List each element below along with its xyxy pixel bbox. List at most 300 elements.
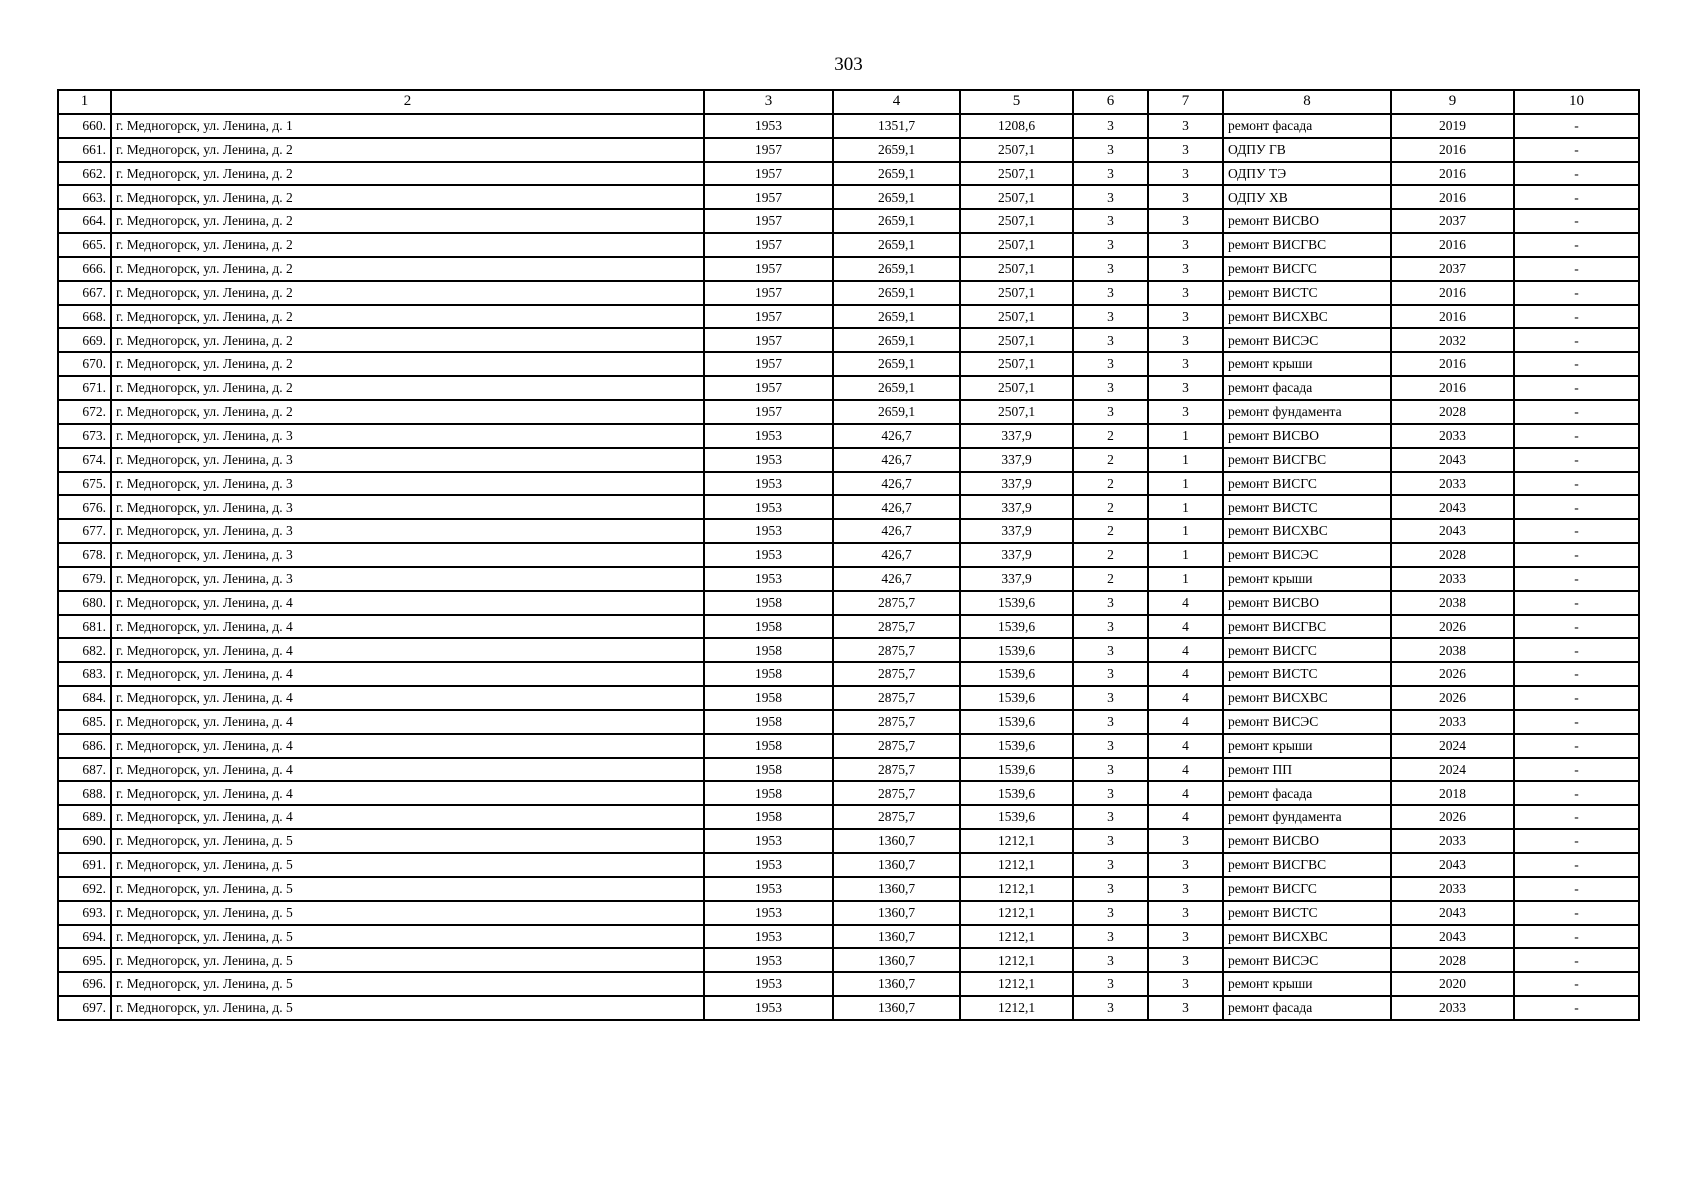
table-row — [58, 758, 1639, 782]
year-cell: 1953 — [704, 829, 833, 853]
floors-cell: 2 — [1073, 472, 1148, 496]
note-cell: - — [1514, 162, 1639, 186]
address-cell: г. Медногорск, ул. Ленина, д. 2 — [111, 328, 704, 352]
year-cell: 1957 — [704, 257, 833, 281]
total-area-cell: 2659,1 — [833, 281, 960, 305]
row-number-cell: 660. — [58, 114, 111, 138]
living-area-cell: 2507,1 — [960, 376, 1073, 400]
planned-year-cell: 2016 — [1391, 185, 1514, 209]
address-cell: г. Медногорск, ул. Ленина, д. 4 — [111, 638, 704, 662]
row-number-cell: 689. — [58, 805, 111, 829]
living-area-cell: 1539,6 — [960, 638, 1073, 662]
table-row — [58, 948, 1639, 972]
address-cell: г. Медногорск, ул. Ленина, д. 5 — [111, 829, 704, 853]
table-row — [58, 257, 1639, 281]
address-cell: г. Медногорск, ул. Ленина, д. 3 — [111, 567, 704, 591]
row-number-cell: 696. — [58, 972, 111, 996]
total-area-cell: 2659,1 — [833, 376, 960, 400]
address-cell: г. Медногорск, ул. Ленина, д. 2 — [111, 352, 704, 376]
total-area-cell: 2875,7 — [833, 805, 960, 829]
note-cell: - — [1514, 281, 1639, 305]
work-type-cell: ремонт ВИСХВС — [1223, 519, 1391, 543]
floors-cell: 3 — [1073, 972, 1148, 996]
address-cell: г. Медногорск, ул. Ленина, д. 2 — [111, 209, 704, 233]
table-row — [58, 662, 1639, 686]
work-type-cell: ОДПУ ГВ — [1223, 138, 1391, 162]
column-header: 7 — [1148, 90, 1223, 114]
work-type-cell: ремонт ВИСЭС — [1223, 543, 1391, 567]
column-header: 1 — [58, 90, 111, 114]
living-area-cell: 2507,1 — [960, 162, 1073, 186]
note-cell: - — [1514, 233, 1639, 257]
entrances-cell: 3 — [1148, 972, 1223, 996]
row-number-cell: 667. — [58, 281, 111, 305]
living-area-cell: 2507,1 — [960, 257, 1073, 281]
planned-year-cell: 2024 — [1391, 734, 1514, 758]
planned-year-cell: 2016 — [1391, 233, 1514, 257]
note-cell: - — [1514, 758, 1639, 782]
housing-repair-table — [57, 89, 1640, 1021]
year-cell: 1953 — [704, 972, 833, 996]
living-area-cell: 337,9 — [960, 495, 1073, 519]
floors-cell: 3 — [1073, 734, 1148, 758]
row-number-cell: 695. — [58, 948, 111, 972]
floors-cell: 3 — [1073, 781, 1148, 805]
address-cell: г. Медногорск, ул. Ленина, д. 4 — [111, 615, 704, 639]
table-row — [58, 925, 1639, 949]
table-body — [58, 114, 1639, 1020]
living-area-cell: 1539,6 — [960, 805, 1073, 829]
total-area-cell: 2659,1 — [833, 257, 960, 281]
work-type-cell: ремонт ВИСВО — [1223, 591, 1391, 615]
living-area-cell: 337,9 — [960, 424, 1073, 448]
column-header: 3 — [704, 90, 833, 114]
address-cell: г. Медногорск, ул. Ленина, д. 2 — [111, 138, 704, 162]
entrances-cell: 3 — [1148, 233, 1223, 257]
row-number-cell: 665. — [58, 233, 111, 257]
column-header: 6 — [1073, 90, 1148, 114]
total-area-cell: 2659,1 — [833, 400, 960, 424]
note-cell: - — [1514, 686, 1639, 710]
floors-cell: 3 — [1073, 114, 1148, 138]
total-area-cell: 2659,1 — [833, 233, 960, 257]
living-area-cell: 1212,1 — [960, 972, 1073, 996]
planned-year-cell: 2016 — [1391, 281, 1514, 305]
entrances-cell: 3 — [1148, 877, 1223, 901]
year-cell: 1958 — [704, 638, 833, 662]
living-area-cell: 2507,1 — [960, 352, 1073, 376]
note-cell: - — [1514, 328, 1639, 352]
planned-year-cell: 2033 — [1391, 996, 1514, 1020]
planned-year-cell: 2037 — [1391, 257, 1514, 281]
note-cell: - — [1514, 829, 1639, 853]
column-header: 8 — [1223, 90, 1391, 114]
note-cell: - — [1514, 185, 1639, 209]
entrances-cell: 3 — [1148, 829, 1223, 853]
year-cell: 1958 — [704, 591, 833, 615]
planned-year-cell: 2033 — [1391, 472, 1514, 496]
note-cell: - — [1514, 972, 1639, 996]
work-type-cell: ремонт ВИСТС — [1223, 901, 1391, 925]
planned-year-cell: 2026 — [1391, 686, 1514, 710]
note-cell: - — [1514, 543, 1639, 567]
work-type-cell: ремонт крыши — [1223, 972, 1391, 996]
entrances-cell: 1 — [1148, 519, 1223, 543]
total-area-cell: 426,7 — [833, 448, 960, 472]
table-row — [58, 567, 1639, 591]
floors-cell: 3 — [1073, 829, 1148, 853]
planned-year-cell: 2037 — [1391, 209, 1514, 233]
address-cell: г. Медногорск, ул. Ленина, д. 4 — [111, 662, 704, 686]
note-cell: - — [1514, 948, 1639, 972]
note-cell: - — [1514, 805, 1639, 829]
table-row — [58, 376, 1639, 400]
living-area-cell: 1212,1 — [960, 948, 1073, 972]
total-area-cell: 426,7 — [833, 495, 960, 519]
row-number-cell: 684. — [58, 686, 111, 710]
year-cell: 1953 — [704, 424, 833, 448]
floors-cell: 3 — [1073, 257, 1148, 281]
row-number-cell: 688. — [58, 781, 111, 805]
living-area-cell: 337,9 — [960, 567, 1073, 591]
living-area-cell: 1539,6 — [960, 615, 1073, 639]
entrances-cell: 4 — [1148, 734, 1223, 758]
floors-cell: 3 — [1073, 352, 1148, 376]
planned-year-cell: 2043 — [1391, 901, 1514, 925]
living-area-cell: 2507,1 — [960, 328, 1073, 352]
year-cell: 1958 — [704, 805, 833, 829]
work-type-cell: ремонт ВИСЭС — [1223, 710, 1391, 734]
year-cell: 1953 — [704, 567, 833, 591]
entrances-cell: 4 — [1148, 710, 1223, 734]
entrances-cell: 1 — [1148, 543, 1223, 567]
year-cell: 1957 — [704, 281, 833, 305]
planned-year-cell: 2020 — [1391, 972, 1514, 996]
total-area-cell: 2659,1 — [833, 352, 960, 376]
year-cell: 1957 — [704, 138, 833, 162]
work-type-cell: ремонт крыши — [1223, 734, 1391, 758]
note-cell: - — [1514, 114, 1639, 138]
column-header: 10 — [1514, 90, 1639, 114]
row-number-cell: 677. — [58, 519, 111, 543]
note-cell: - — [1514, 781, 1639, 805]
total-area-cell: 1360,7 — [833, 948, 960, 972]
address-cell: г. Медногорск, ул. Ленина, д. 4 — [111, 805, 704, 829]
total-area-cell: 2875,7 — [833, 781, 960, 805]
table-row — [58, 710, 1639, 734]
entrances-cell: 3 — [1148, 376, 1223, 400]
row-number-cell: 666. — [58, 257, 111, 281]
floors-cell: 3 — [1073, 400, 1148, 424]
table-row — [58, 185, 1639, 209]
total-area-cell: 2875,7 — [833, 758, 960, 782]
table-row — [58, 114, 1639, 138]
total-area-cell: 426,7 — [833, 472, 960, 496]
row-number-cell: 690. — [58, 829, 111, 853]
work-type-cell: ремонт ВИСВО — [1223, 829, 1391, 853]
work-type-cell: ремонт ВИСГВС — [1223, 615, 1391, 639]
address-cell: г. Медногорск, ул. Ленина, д. 3 — [111, 472, 704, 496]
entrances-cell: 3 — [1148, 209, 1223, 233]
entrances-cell: 3 — [1148, 948, 1223, 972]
year-cell: 1953 — [704, 495, 833, 519]
column-header: 4 — [833, 90, 960, 114]
work-type-cell: ремонт ВИСХВС — [1223, 925, 1391, 949]
row-number-cell: 685. — [58, 710, 111, 734]
entrances-cell: 4 — [1148, 781, 1223, 805]
row-number-cell: 697. — [58, 996, 111, 1020]
total-area-cell: 2875,7 — [833, 734, 960, 758]
table-row — [58, 543, 1639, 567]
table-row — [58, 805, 1639, 829]
work-type-cell: ремонт ВИСГС — [1223, 877, 1391, 901]
address-cell: г. Медногорск, ул. Ленина, д. 2 — [111, 376, 704, 400]
planned-year-cell: 2028 — [1391, 543, 1514, 567]
entrances-cell: 1 — [1148, 567, 1223, 591]
year-cell: 1957 — [704, 162, 833, 186]
planned-year-cell: 2033 — [1391, 877, 1514, 901]
living-area-cell: 1212,1 — [960, 829, 1073, 853]
address-cell: г. Медногорск, ул. Ленина, д. 4 — [111, 781, 704, 805]
entrances-cell: 3 — [1148, 257, 1223, 281]
living-area-cell: 337,9 — [960, 472, 1073, 496]
year-cell: 1958 — [704, 734, 833, 758]
table-row — [58, 853, 1639, 877]
row-number-cell: 670. — [58, 352, 111, 376]
living-area-cell: 337,9 — [960, 448, 1073, 472]
address-cell: г. Медногорск, ул. Ленина, д. 2 — [111, 185, 704, 209]
table-row — [58, 233, 1639, 257]
row-number-cell: 693. — [58, 901, 111, 925]
living-area-cell: 1539,6 — [960, 758, 1073, 782]
total-area-cell: 1360,7 — [833, 996, 960, 1020]
total-area-cell: 2875,7 — [833, 662, 960, 686]
planned-year-cell: 2043 — [1391, 495, 1514, 519]
column-header: 5 — [960, 90, 1073, 114]
work-type-cell: ремонт ВИСХВС — [1223, 686, 1391, 710]
row-number-cell: 672. — [58, 400, 111, 424]
note-cell: - — [1514, 996, 1639, 1020]
year-cell: 1953 — [704, 519, 833, 543]
planned-year-cell: 2043 — [1391, 448, 1514, 472]
planned-year-cell: 2033 — [1391, 424, 1514, 448]
year-cell: 1958 — [704, 686, 833, 710]
planned-year-cell: 2016 — [1391, 305, 1514, 329]
living-area-cell: 1212,1 — [960, 901, 1073, 925]
row-number-cell: 674. — [58, 448, 111, 472]
planned-year-cell: 2033 — [1391, 829, 1514, 853]
note-cell: - — [1514, 638, 1639, 662]
table-row — [58, 495, 1639, 519]
entrances-cell: 1 — [1148, 495, 1223, 519]
work-type-cell: ремонт ВИСГВС — [1223, 853, 1391, 877]
table-row — [58, 472, 1639, 496]
entrances-cell: 1 — [1148, 424, 1223, 448]
year-cell: 1958 — [704, 662, 833, 686]
address-cell: г. Медногорск, ул. Ленина, д. 2 — [111, 281, 704, 305]
living-area-cell: 1212,1 — [960, 853, 1073, 877]
living-area-cell: 1212,1 — [960, 996, 1073, 1020]
year-cell: 1953 — [704, 996, 833, 1020]
row-number-cell: 683. — [58, 662, 111, 686]
year-cell: 1953 — [704, 853, 833, 877]
table-row — [58, 424, 1639, 448]
row-number-cell: 682. — [58, 638, 111, 662]
total-area-cell: 2659,1 — [833, 328, 960, 352]
planned-year-cell: 2043 — [1391, 519, 1514, 543]
living-area-cell: 1212,1 — [960, 877, 1073, 901]
floors-cell: 3 — [1073, 853, 1148, 877]
entrances-cell: 3 — [1148, 853, 1223, 877]
row-number-cell: 679. — [58, 567, 111, 591]
note-cell: - — [1514, 710, 1639, 734]
floors-cell: 3 — [1073, 185, 1148, 209]
total-area-cell: 426,7 — [833, 567, 960, 591]
row-number-cell: 664. — [58, 209, 111, 233]
year-cell: 1958 — [704, 758, 833, 782]
entrances-cell: 3 — [1148, 400, 1223, 424]
address-cell: г. Медногорск, ул. Ленина, д. 4 — [111, 710, 704, 734]
entrances-cell: 3 — [1148, 185, 1223, 209]
year-cell: 1957 — [704, 328, 833, 352]
entrances-cell: 4 — [1148, 758, 1223, 782]
total-area-cell: 2875,7 — [833, 638, 960, 662]
entrances-cell: 3 — [1148, 901, 1223, 925]
entrances-cell: 3 — [1148, 162, 1223, 186]
address-cell: г. Медногорск, ул. Ленина, д. 5 — [111, 925, 704, 949]
living-area-cell: 1212,1 — [960, 925, 1073, 949]
floors-cell: 3 — [1073, 328, 1148, 352]
year-cell: 1953 — [704, 901, 833, 925]
floors-cell: 3 — [1073, 877, 1148, 901]
work-type-cell: ремонт фасада — [1223, 781, 1391, 805]
floors-cell: 3 — [1073, 638, 1148, 662]
note-cell: - — [1514, 448, 1639, 472]
table-row — [58, 400, 1639, 424]
year-cell: 1957 — [704, 400, 833, 424]
planned-year-cell: 2024 — [1391, 758, 1514, 782]
row-number-cell: 687. — [58, 758, 111, 782]
total-area-cell: 2875,7 — [833, 710, 960, 734]
living-area-cell: 1208,6 — [960, 114, 1073, 138]
floors-cell: 2 — [1073, 424, 1148, 448]
planned-year-cell: 2038 — [1391, 638, 1514, 662]
total-area-cell: 1360,7 — [833, 972, 960, 996]
work-type-cell: ремонт ВИСВО — [1223, 209, 1391, 233]
planned-year-cell: 2026 — [1391, 662, 1514, 686]
floors-cell: 2 — [1073, 543, 1148, 567]
table-row — [58, 281, 1639, 305]
work-type-cell: ремонт ВИСТС — [1223, 281, 1391, 305]
living-area-cell: 2507,1 — [960, 305, 1073, 329]
row-number-cell: 691. — [58, 853, 111, 877]
row-number-cell: 675. — [58, 472, 111, 496]
year-cell: 1957 — [704, 185, 833, 209]
note-cell: - — [1514, 662, 1639, 686]
address-cell: г. Медногорск, ул. Ленина, д. 3 — [111, 424, 704, 448]
address-cell: г. Медногорск, ул. Ленина, д. 4 — [111, 758, 704, 782]
column-header: 9 — [1391, 90, 1514, 114]
entrances-cell: 1 — [1148, 472, 1223, 496]
planned-year-cell: 2026 — [1391, 615, 1514, 639]
year-cell: 1957 — [704, 376, 833, 400]
note-cell: - — [1514, 209, 1639, 233]
address-cell: г. Медногорск, ул. Ленина, д. 3 — [111, 448, 704, 472]
row-number-cell: 694. — [58, 925, 111, 949]
work-type-cell: ремонт ВИСГС — [1223, 638, 1391, 662]
entrances-cell: 3 — [1148, 114, 1223, 138]
living-area-cell: 1539,6 — [960, 662, 1073, 686]
address-cell: г. Медногорск, ул. Ленина, д. 2 — [111, 257, 704, 281]
row-number-cell: 680. — [58, 591, 111, 615]
entrances-cell: 4 — [1148, 615, 1223, 639]
table-row — [58, 734, 1639, 758]
table-row — [58, 591, 1639, 615]
living-area-cell: 337,9 — [960, 543, 1073, 567]
planned-year-cell: 2033 — [1391, 710, 1514, 734]
work-type-cell: ремонт фундамента — [1223, 805, 1391, 829]
year-cell: 1953 — [704, 925, 833, 949]
floors-cell: 2 — [1073, 519, 1148, 543]
floors-cell: 3 — [1073, 138, 1148, 162]
floors-cell: 3 — [1073, 162, 1148, 186]
note-cell: - — [1514, 734, 1639, 758]
living-area-cell: 2507,1 — [960, 400, 1073, 424]
floors-cell: 3 — [1073, 805, 1148, 829]
work-type-cell: ремонт фасада — [1223, 996, 1391, 1020]
total-area-cell: 426,7 — [833, 543, 960, 567]
note-cell: - — [1514, 472, 1639, 496]
total-area-cell: 2875,7 — [833, 615, 960, 639]
living-area-cell: 2507,1 — [960, 233, 1073, 257]
work-type-cell: ОДПУ ТЭ — [1223, 162, 1391, 186]
work-type-cell: ремонт ВИСТС — [1223, 662, 1391, 686]
floors-cell: 3 — [1073, 901, 1148, 925]
total-area-cell: 2659,1 — [833, 305, 960, 329]
table-row — [58, 686, 1639, 710]
living-area-cell: 1539,6 — [960, 710, 1073, 734]
total-area-cell: 2875,7 — [833, 591, 960, 615]
year-cell: 1958 — [704, 781, 833, 805]
note-cell: - — [1514, 925, 1639, 949]
table-row — [58, 877, 1639, 901]
column-header: 2 — [111, 90, 704, 114]
year-cell: 1957 — [704, 209, 833, 233]
planned-year-cell: 2016 — [1391, 138, 1514, 162]
note-cell: - — [1514, 853, 1639, 877]
work-type-cell: ремонт ВИСГВС — [1223, 448, 1391, 472]
total-area-cell: 426,7 — [833, 424, 960, 448]
work-type-cell: ремонт ВИСГС — [1223, 257, 1391, 281]
floors-cell: 3 — [1073, 615, 1148, 639]
work-type-cell: ремонт ВИСГС — [1223, 472, 1391, 496]
table-row — [58, 972, 1639, 996]
total-area-cell: 1360,7 — [833, 925, 960, 949]
total-area-cell: 2659,1 — [833, 138, 960, 162]
row-number-cell: 676. — [58, 495, 111, 519]
planned-year-cell: 2032 — [1391, 328, 1514, 352]
address-cell: г. Медногорск, ул. Ленина, д. 5 — [111, 972, 704, 996]
floors-cell: 3 — [1073, 281, 1148, 305]
note-cell: - — [1514, 519, 1639, 543]
row-number-cell: 686. — [58, 734, 111, 758]
table-row — [58, 352, 1639, 376]
entrances-cell: 3 — [1148, 925, 1223, 949]
row-number-cell: 669. — [58, 328, 111, 352]
table-row — [58, 615, 1639, 639]
planned-year-cell: 2026 — [1391, 805, 1514, 829]
row-number-cell: 671. — [58, 376, 111, 400]
